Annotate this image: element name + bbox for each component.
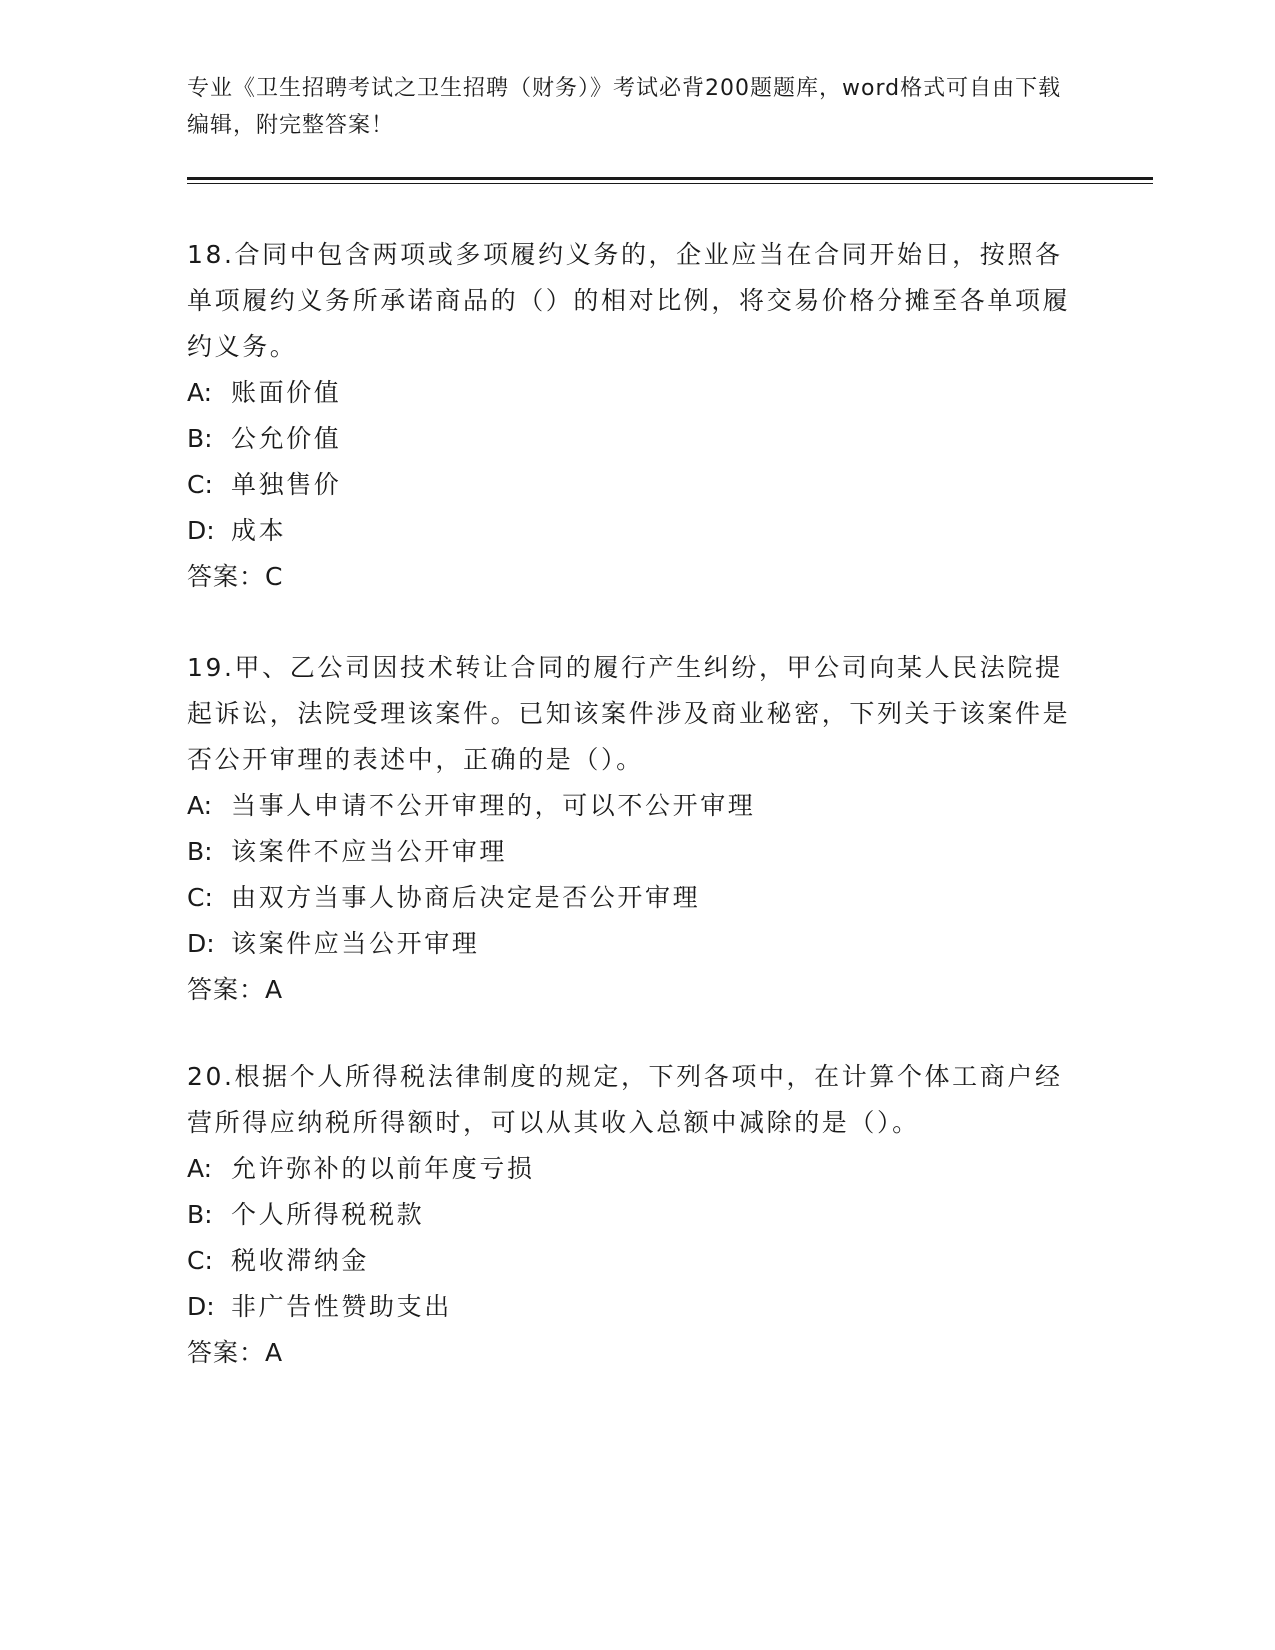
header-divider-thick	[187, 177, 1153, 180]
option-key: A:	[187, 378, 213, 407]
question-stem: 18.合同中包含两项或多项履约义务的，企业应当在合同开始日，按照各单项履约义务所承诺商品的（）的相对比例，将交易价格分摊至各单项履约义务。	[187, 240, 1071, 361]
option-text: 单独售价	[231, 470, 342, 499]
answer-line: 答案：A	[187, 1338, 284, 1367]
question-19	[187, 645, 1077, 1013]
option-b	[187, 416, 1077, 462]
option-key: B:	[187, 837, 213, 866]
option-key: D:	[187, 1292, 215, 1321]
question-stem: 20.根据个人所得税法律制度的规定，下列各项中，在计算个体工商户经营所得应纳税所得额时，可以从其收入总额中减除的是（）。	[187, 1062, 1063, 1137]
option-text: 个人所得税税款	[231, 1200, 425, 1229]
option-c	[187, 462, 1077, 508]
option-text: 成本	[231, 516, 287, 545]
option-text: 该案件不应当公开审理	[231, 837, 508, 866]
option-c	[187, 1238, 1077, 1284]
header-divider-thin	[187, 183, 1153, 184]
option-key: A:	[187, 1154, 213, 1183]
option-b	[187, 829, 1077, 875]
option-text: 由双方当事人协商后决定是否公开审理	[231, 883, 701, 912]
option-key: D:	[187, 516, 215, 545]
question-18	[187, 232, 1077, 600]
option-text: 账面价值	[231, 378, 342, 407]
option-d	[187, 508, 1077, 554]
option-text: 非广告性赞助支出	[231, 1292, 452, 1321]
option-key: C:	[187, 470, 213, 499]
option-key: B:	[187, 424, 213, 453]
answer-line: 答案：A	[187, 975, 284, 1004]
option-d	[187, 921, 1077, 967]
option-key: D:	[187, 929, 215, 958]
answer-line: 答案：C	[187, 562, 284, 591]
option-text: 当事人申请不公开审理的，可以不公开审理	[231, 791, 756, 820]
question-20	[187, 1054, 1077, 1376]
option-key: C:	[187, 1246, 213, 1275]
option-key: C:	[187, 883, 213, 912]
option-c	[187, 875, 1077, 921]
option-d	[187, 1284, 1077, 1330]
question-stem: 19.甲、乙公司因技术转让合同的履行产生纠纷，甲公司向某人民法院提起诉讼，法院受理该案件。已知该案件涉及商业秘密，下列关于该案件是否公开审理的表述中，正确的是（）。	[187, 653, 1071, 774]
option-key: A:	[187, 791, 213, 820]
option-text: 允许弥补的以前年度亏损	[231, 1154, 535, 1183]
option-a	[187, 783, 1077, 829]
option-text: 该案件应当公开审理	[231, 929, 480, 958]
option-text: 税收滞纳金	[231, 1246, 370, 1275]
option-a	[187, 370, 1077, 416]
option-b	[187, 1192, 1077, 1238]
option-a	[187, 1146, 1077, 1192]
document-header: 专业《卫生招聘考试之卫生招聘（财务）》考试必背200题题库，word格式可自由下载编辑，附完整答案！	[187, 76, 1062, 138]
option-text: 公允价值	[231, 424, 342, 453]
option-key: B:	[187, 1200, 213, 1229]
